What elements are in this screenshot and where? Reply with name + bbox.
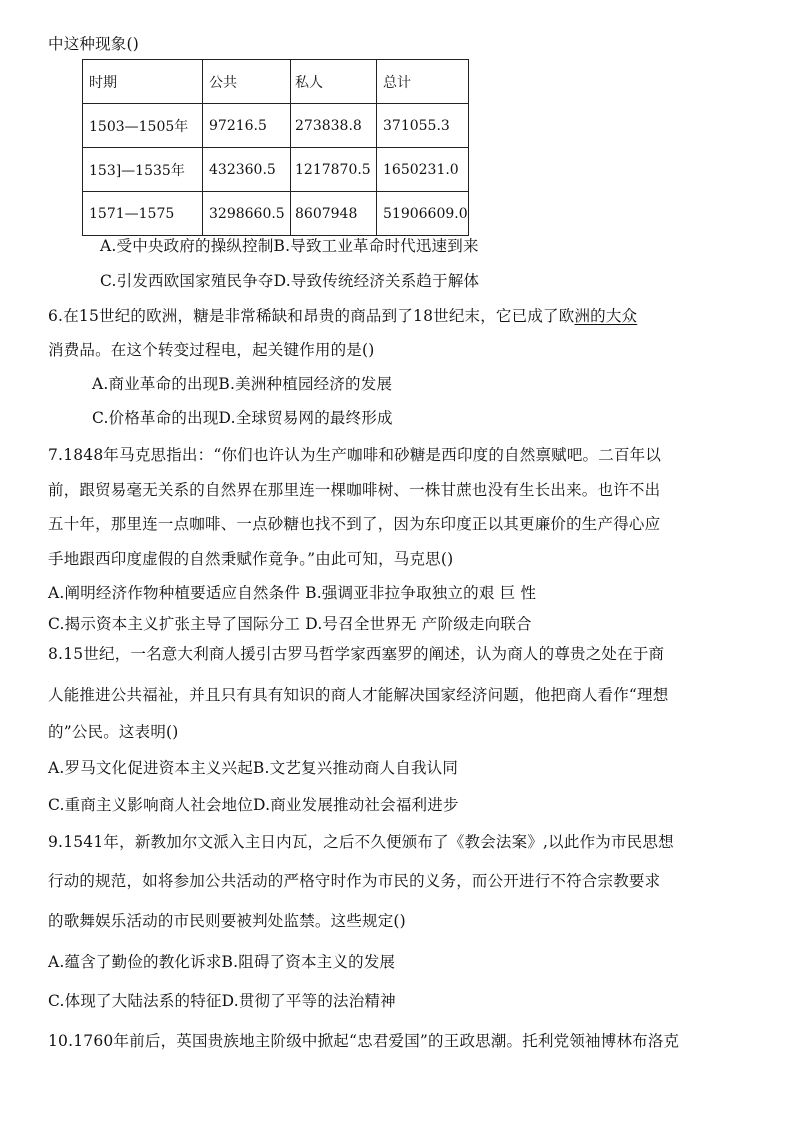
table-header-cell: 公共 [203,60,291,104]
q5-option-ab: A.受中央政府的操纵控制B.导致工业革命时代迅速到来 [100,237,479,255]
q8-stem-line-2: 人能推进公共福祉，并且只有具有知识的商人才能解决国家经济问题，他把商人看作“理想 [48,686,669,704]
table-row [83,192,469,236]
table-header-cell: 时期 [83,60,203,104]
table-row [83,148,469,192]
q6-option-cd: C.价格革命的出现D.全球贸易网的最终形成 [92,409,393,427]
q9-stem-line-1: 9.1541年，新教加尔文派入主日内瓦，之后不久便颁布了《教会法案》,以此作为市民思想 [48,833,674,851]
table-cell: 1503—1505年 [83,104,203,148]
q7-stem-line-1: 7.1848年马克思指出：“你们也许认为生产咖啡和砂糖是西印度的自然禀赋吧。二百年以 [48,446,662,464]
table-cell: 3298660.5 [203,192,291,236]
table-cell: 97216.5 [203,104,291,148]
table-cell: 1571—1575 [83,192,203,236]
q7-stem-line-3: 五十年，那里连一点咖啡、一点砂糖也找不到了，因为东印度正以其更廉价的生产得心应 [48,515,661,533]
table-cell: 153]—1535年 [83,148,203,192]
table-cell: 432360.5 [203,148,291,192]
table-header-cell: 私人 [291,60,377,104]
table-cell: 8607948 [291,192,377,236]
q6-underlined-text: 洲的大众 [574,307,638,325]
q9-stem-line-3: 的歌舞娱乐活动的市民则要被判处监禁。这些规定() [48,912,406,930]
q5-option-cd: C.引发西欧国家殖民争夺D.导致传统经济关系趋于解体 [100,272,480,290]
q9-option-ab: A.蕴含了勤俭的教化诉求B.阻碍了资本主义的发展 [48,953,396,971]
q7-stem-line-2: 前，跟贸易毫无关系的自然界在那里连一棵咖啡树、一株甘蔗也没有生长出来。也许不出 [48,481,661,499]
q8-option-ab: A.罗马文化促进资本主义兴起B.文艺复兴推动商人自我认同 [48,759,459,777]
q8-option-cd: C.重商主义影响商人社会地位D.商业发展推动社会福利进步 [48,796,459,814]
table-cell: 1650231.0 [377,148,469,192]
q10-stem-line-1: 10.1760年前后，英国贵族地主阶级中掀起“忠君爱国”的王政思潮。托利党领袖博林布洛克 [48,1032,680,1050]
table-cell: 1217870.5 [291,148,377,192]
table-header-cell: 总计 [377,60,469,104]
table-row [83,104,469,148]
table-cell: 273838.8 [291,104,377,148]
data-table [82,59,469,236]
table-header-row [83,60,469,104]
q8-stem-line-1: 8.15世纪，一名意大利商人援引古罗马哲学家西塞罗的阐述，认为商人的尊贵之处在于商 [48,645,665,663]
table-cell: 371055.3 [377,104,469,148]
q6-stem-line-1 [48,305,637,327]
q9-stem-line-2: 行动的规范，如将参加公共活动的严格守时作为市民的义务，而公开进行不符合宗教要求 [48,872,661,890]
q8-stem-line-3: 的”公民。这表明() [48,723,179,741]
q7-option-cd: C.揭示资本主义扩张主导了国际分工 D.号召全世界无 产阶级走向联合 [48,615,532,633]
table-cell: 51906609.0 [377,192,469,236]
q7-stem-line-4: 手地跟西印度虚假的自然秉赋作竟争。”由此可知，马克思() [48,550,454,568]
q7-option-ab: A.阐明经济作物种植要适应自然条件 B.强调亚非拉争取独立的艰 巨 性 [48,584,537,602]
lead-in-text: 中这种现象() [48,35,139,53]
q6-option-ab: A.商业革命的出现B.美洲种植园经济的发展 [92,375,393,393]
q9-option-cd: C.体现了大陆法系的特征D.贯彻了平等的法治精神 [48,992,396,1010]
q6-stem-text: 6.在15世纪的欧洲，糖是非常稀缺和昂贵的商品到了18世纪末，它已成了欧 [48,307,575,325]
q6-stem-line-2: 消费品。在这个转变过程电，起关键作用的是() [48,341,375,359]
